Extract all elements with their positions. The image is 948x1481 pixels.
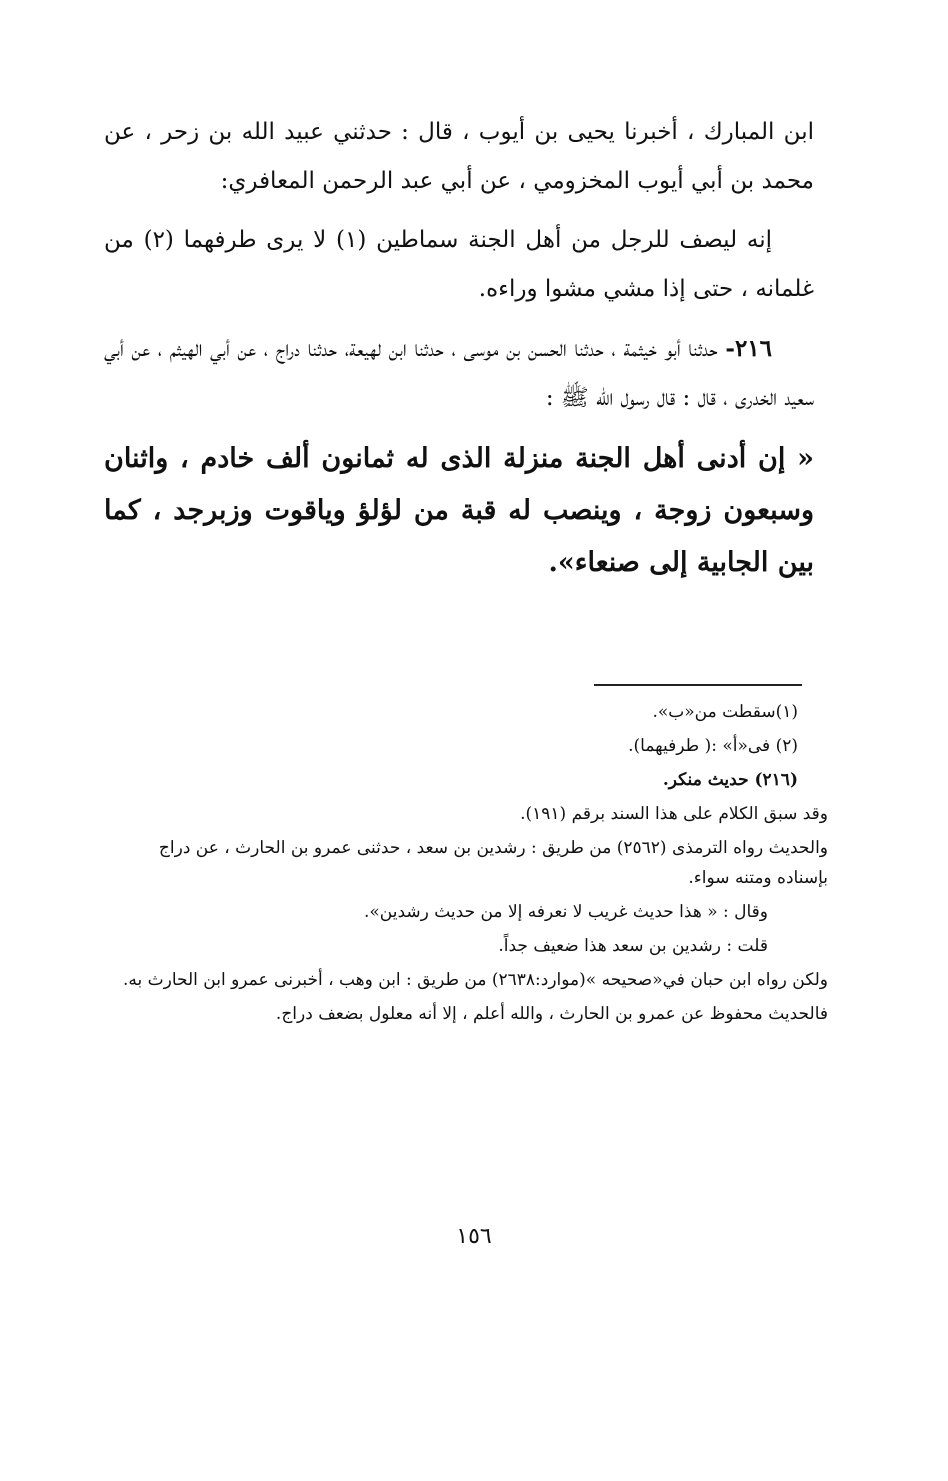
main-text <box>104 108 814 599</box>
footnotes <box>104 697 828 1033</box>
footnote-216-line-1: وقد سبق الكلام على هذا السند برقم (١٩١). <box>520 804 828 824</box>
hadith-number: ٢١٦- <box>725 335 772 362</box>
footnote-1: (١)سقطت من«ب». <box>652 702 798 722</box>
footnote-216-line-3: وقال : « هذا حديث غريب لا نعرفه إلا من حديث رشدين». <box>363 902 768 922</box>
footnote-2: (٢) فى«أ» :( طرفيهما). <box>628 736 798 756</box>
footnote-216-line-6: فالحديث محفوظ عن عمرو بن الحارث ، والله أعلم ، إلا أنه معلول بضعف دراج. <box>275 1004 828 1024</box>
paragraph-isnad-continuation: ابن المبارك ، أخبرنا يحيى بن أيوب ، قال : حدثني عبيد الله بن زحر ، عن محمد بن أبي أيوب المخزومي ، عن أبي عبد الرحمن المعافري: <box>104 119 814 194</box>
footnote-216-line-2: والحديث رواه الترمذى (٢٥٦٢) من طريق : رشدين بن سعد ، حدثنى عمرو بن الحارث ، عن دراج بإسناده ومتنه سواء. <box>158 838 828 888</box>
page-number: ١٥٦ <box>456 1224 492 1249</box>
hadith-216-isnad-text: حدثنا أبو خيثمة ، حدثنا الحسن بن موسى ، حدثنا ابن لهيعة، حدثنا دراج ، عن أبي الهيثم ، عن أبي سعيد الخدرى ، قال : قال رسول الله ﷺ : <box>104 336 814 411</box>
footnote-216-line-5: ولكن رواه ابن حبان في«صحيحه »(موارد:٢٦٣٨) من طريق : ابن وهب ، أخبرنى عمرو ابن الحارث به. <box>122 970 828 990</box>
footnote-216: (٢١٦) حديث منكر. <box>662 770 798 790</box>
paragraph-hadith-216-isnad <box>104 324 814 423</box>
footnote-216-line-4: قلت : رشدين بن سعد هذا ضعيف جداً. <box>498 936 768 956</box>
paragraph-narration: إنه ليصف للرجل من أهل الجنة سماطين (١) لا يرى طرفهما (٢) من غلمانه ، حتى إذا مشي مشوا وراءه. <box>104 227 814 302</box>
hadith-matn: « إن أدنى أهل الجنة منزلة الذى له ثمانون ألف خادم ، واثنان وسبعون زوجة ، وينصب له قبة من لؤلؤ وياقوت وزبرجد ، كما بين الجابية إلى صنعاء». <box>104 443 814 578</box>
footnote-separator <box>594 684 802 686</box>
